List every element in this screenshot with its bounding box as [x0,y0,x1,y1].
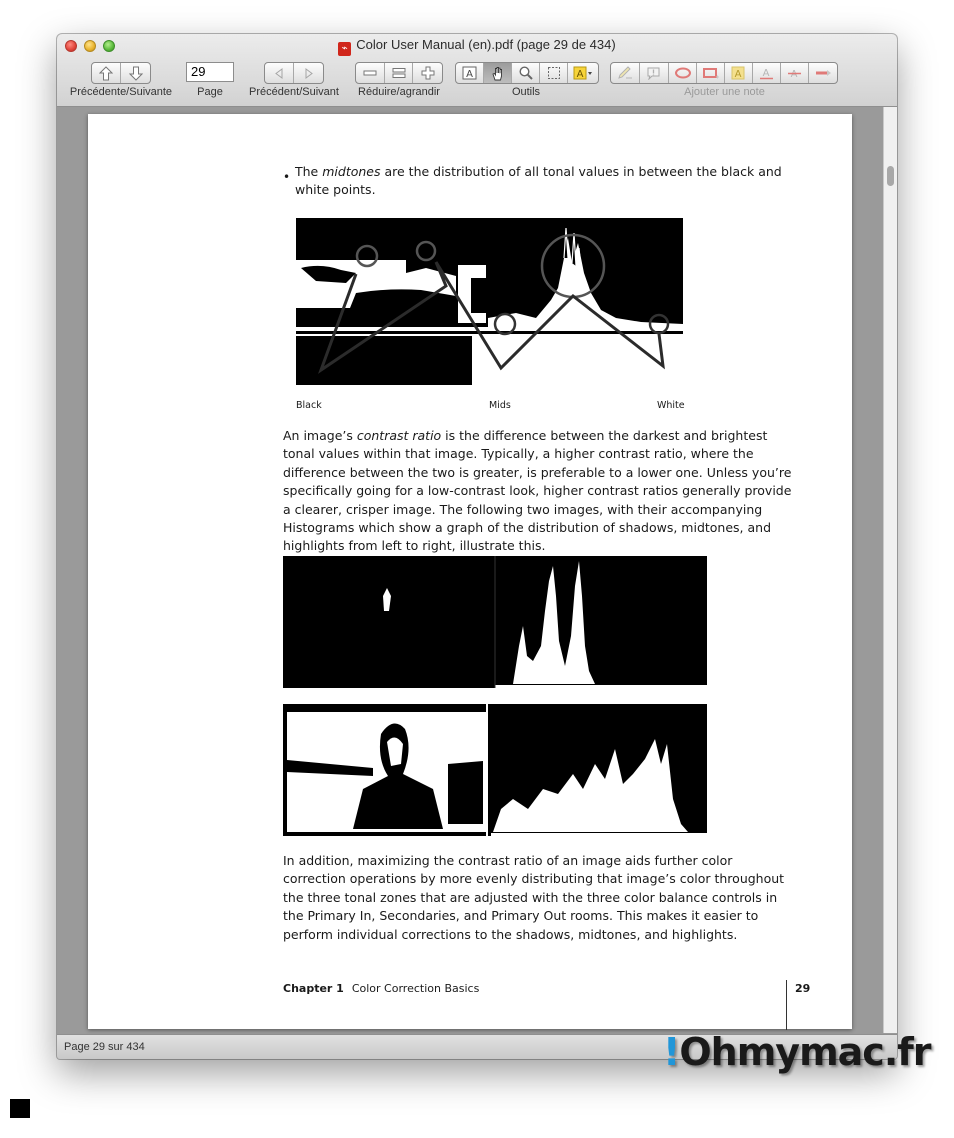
page-footer-chapter [283,982,479,995]
previous-next-label: Précédente/Suivante [69,86,173,98]
select-tool-button[interactable] [540,63,568,83]
footer-divider [786,980,787,1030]
watermark-text: Ohmymac.fr [679,1030,931,1074]
link-line-icon [814,66,832,80]
previous-next-group [91,62,151,84]
triangle-left-icon [274,68,284,79]
pdf-page [88,114,852,1029]
window-title [57,37,897,56]
hand-tool-button[interactable] [484,63,512,83]
paragraph-prefix: An image’s [283,428,357,443]
watermark-accent: ! [663,1030,680,1074]
arrow-up-icon [99,66,113,81]
low-contrast-histogram-graphic [283,556,707,688]
arrow-down-icon [129,66,143,81]
vertical-scrollbar[interactable] [883,107,897,1033]
page-label: Page [197,86,223,98]
svg-text:A: A [734,69,741,80]
window-title-text: Color User Manual (en).pdf (page 29 de 434) [356,37,616,52]
minus-icon [363,66,377,80]
bullet-text-rest: are the distribution of all tonal values in between the black and white points. [295,164,782,198]
svg-text:A: A [466,69,473,80]
bullet-text-prefix: The [295,164,323,179]
bullet-text-emphasis: midtones [322,164,381,179]
midtones-figure-graphic [296,218,683,385]
link-annotation-button[interactable] [809,63,837,83]
pencil-icon [617,66,633,80]
previous-page-button[interactable] [92,63,121,83]
scrollbar-thumb[interactable] [887,166,894,186]
underline-text-icon [758,66,776,80]
footer-chapter-number: Chapter 1 [283,982,344,995]
rectangle-icon [702,66,720,80]
zoom-group [355,62,443,84]
site-watermark [663,1030,931,1074]
equals-icon [392,66,406,80]
footer-chapter-title: Color Correction Basics [351,982,480,995]
corner-square [10,1099,30,1118]
zoom-label: Réduire/agrandir [358,86,440,98]
bullet-text [295,163,785,200]
caption-mids: Mids [489,400,511,411]
midtones-figure [296,218,683,385]
text-tool-button[interactable] [456,63,484,83]
highlight-annotation-button[interactable] [725,63,753,83]
back-button[interactable] [265,63,294,83]
highlight-tool-button[interactable] [568,63,598,83]
low-contrast-figure [283,556,707,688]
zoom-in-button[interactable] [413,63,442,83]
contrast-ratio-paragraph [283,427,793,556]
speech-note-icon [646,66,662,80]
highlight-icon [573,66,593,80]
triangle-right-icon [304,68,314,79]
back-forward-group [264,62,324,84]
plus-icon [421,66,435,80]
tools-group [455,62,599,84]
pencil-annotation-button[interactable] [611,63,640,83]
paragraph-rest: is the difference between the darkest and brightest tonal values within that image. Typically, a higher contrast ratio, where the difference between the two is greater, is preferable to a lower one. Unless you’re specifically going for a low-contrast look, higher contrast ratios generally provide a clearer, crisper image. The following two images, with their accompanying Histograms which show a graph of the distribution of shadows, midtones, and highlights from left to right, illustrate this. [283,428,792,554]
paragraph-emphasis: contrast ratio [356,428,442,443]
strikethrough-text-icon [786,66,804,80]
oval-annotation-button[interactable] [669,63,697,83]
preview-window [57,34,897,1059]
status-page-count: Page 29 sur 434 [64,1041,145,1053]
annotate-label: Ajouter une note [684,86,765,98]
high-contrast-histogram-graphic [283,704,707,836]
pdf-document-icon: ⌁ [338,42,351,56]
magnify-tool-button[interactable] [512,63,540,83]
actual-size-button[interactable] [385,63,413,83]
strikethrough-annotation-button[interactable] [781,63,809,83]
caption-black: Black [296,400,322,411]
high-contrast-figure [283,704,707,836]
tools-label: Outils [511,86,541,98]
text-select-icon [462,66,477,80]
back-forward-label: Précédent/Suivant [249,86,339,98]
title-toolbar [57,34,897,107]
marquee-select-icon [547,66,561,80]
caption-white: White [657,400,685,411]
oval-icon [674,66,692,80]
zoom-out-button[interactable] [356,63,385,83]
svg-text:A: A [790,69,797,80]
highlight-text-icon [730,66,748,80]
svg-text:A: A [576,69,584,80]
footer-page-number: 29 [795,982,811,995]
svg-text:A: A [762,68,769,79]
bullet-marker: • [283,170,291,184]
rectangle-annotation-button[interactable] [697,63,725,83]
magnifier-icon [519,66,533,80]
forward-button[interactable] [294,63,323,83]
underline-annotation-button[interactable] [753,63,781,83]
maximizing-contrast-paragraph: In addition, maximizing the contrast ratio of an image aids further color correction operations by more evenly distributing that image’s color throughout the three tonal zones that are adjusted with the three color balance controls in the Primary In, Secondaries, and Primary Out rooms. This makes it easier to perform individual corrections to the shadows, midtones, and highlights. [283,853,785,942]
next-page-button[interactable] [121,63,150,83]
note-annotation-button[interactable] [640,63,669,83]
annotate-group [610,62,838,84]
hand-icon [491,66,505,81]
page-number-field[interactable]: 29 [186,62,234,82]
